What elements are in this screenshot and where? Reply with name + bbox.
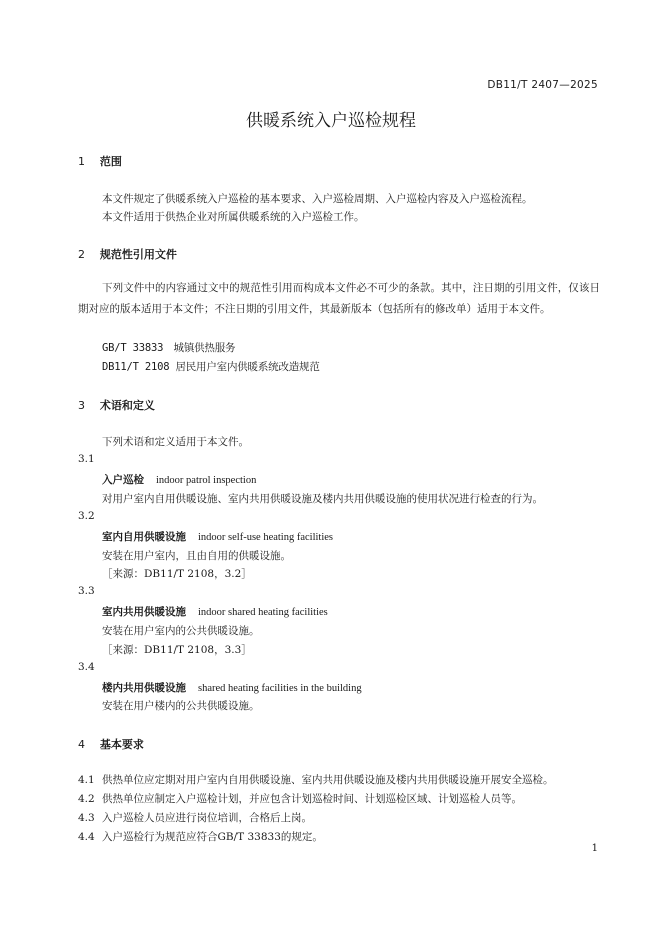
term-en: indoor patrol inspection xyxy=(156,475,257,486)
requirement-text: 入户巡检行为规范应符合GB/T 33833的规定。 xyxy=(102,831,323,843)
term-zh: 入户巡检 xyxy=(102,474,144,486)
requirement-number: 4.1 xyxy=(78,774,95,786)
normative-reference: GB/T 33833 城镇供热服务 xyxy=(102,342,236,354)
requirement-item xyxy=(78,772,554,787)
term-zh: 室内共用供暖设施 xyxy=(102,606,186,618)
section-title: 术语和定义 xyxy=(99,399,155,412)
document-code: DB11/T 2407—2025 xyxy=(487,79,598,91)
section-title: 范围 xyxy=(99,155,122,168)
term-heading xyxy=(102,529,333,544)
paragraph: 下列术语和定义适用于本文件。 xyxy=(102,436,249,448)
paragraph: 下列文件中的内容通过文中的规范性引用而构成本文件必不可少的条款。其中，注日期的引用文件，仅该日期对应的版本适用于本文件；不注日期的引用文件，其最新版本（包括所有的修改单）适用于本文件。 xyxy=(78,282,600,315)
term-heading xyxy=(102,472,256,487)
term-number: 3.3 xyxy=(78,585,95,597)
requirement-number: 4.3 xyxy=(78,812,95,824)
requirement-item xyxy=(78,829,323,844)
paragraph: 本文件适用于供热企业对所属供暖系统的入户巡检工作。 xyxy=(102,211,365,223)
term-definition: 安装在用户室内，且由自用的供暖设施。 xyxy=(102,550,291,562)
term-source: ［来源：DB11/T 2108，3.3］ xyxy=(102,644,252,656)
page-number: 1 xyxy=(591,843,598,854)
section-3-heading xyxy=(78,397,155,413)
term-en: indoor self-use heating facilities xyxy=(198,532,333,543)
requirement-text: 供热单位应定期对用户室内自用供暖设施、室内共用供暖设施及楼内共用供暖设施开展安全巡检。 xyxy=(102,774,554,786)
requirement-number: 4.2 xyxy=(78,793,95,805)
section-4-heading xyxy=(78,736,144,752)
term-zh: 楼内共用供暖设施 xyxy=(102,682,186,694)
requirement-item xyxy=(78,791,522,806)
normative-reference: DB11/T 2108 居民用户室内供暖系统改造规范 xyxy=(102,361,320,373)
requirement-item xyxy=(78,810,312,825)
term-heading xyxy=(102,680,362,695)
term-number: 3.4 xyxy=(78,661,95,673)
term-definition: 安装在用户楼内的公共供暖设施。 xyxy=(102,700,260,712)
requirement-text: 供热单位应制定入户巡检计划，并应包含计划巡检时间、计划巡检区域、计划巡检人员等。 xyxy=(102,793,522,805)
section-number: 2 xyxy=(78,248,85,261)
paragraph: 本文件规定了供暖系统入户巡检的基本要求、入户巡检周期、入户巡检内容及入户巡检流程。 xyxy=(102,193,533,205)
term-en: indoor shared heating facilities xyxy=(198,607,328,618)
term-number: 3.2 xyxy=(78,510,95,522)
requirement-text: 入户巡检人员应进行岗位培训，合格后上岗。 xyxy=(102,812,312,824)
term-definition: 对用户室内自用供暖设施、室内共用供暖设施及楼内共用供暖设施的使用状况进行检查的行为。 xyxy=(102,493,543,505)
term-en: shared heating facilities in the building xyxy=(198,683,362,694)
term-definition: 安装在用户室内的公共供暖设施。 xyxy=(102,625,260,637)
section-title: 基本要求 xyxy=(99,738,144,751)
term-number: 3.1 xyxy=(78,453,95,465)
section-number: 4 xyxy=(78,738,85,751)
section-number: 3 xyxy=(78,399,85,412)
section-1-heading xyxy=(78,153,122,169)
section-2-heading xyxy=(78,246,177,262)
term-zh: 室内自用供暖设施 xyxy=(102,531,186,543)
section-number: 1 xyxy=(78,155,85,168)
document-title: 供暖系统入户巡检规程 xyxy=(246,111,416,131)
term-heading xyxy=(102,604,328,619)
term-source: ［来源：DB11/T 2108，3.2］ xyxy=(102,568,252,580)
requirement-number: 4.4 xyxy=(78,831,95,843)
section-title: 规范性引用文件 xyxy=(99,248,177,261)
